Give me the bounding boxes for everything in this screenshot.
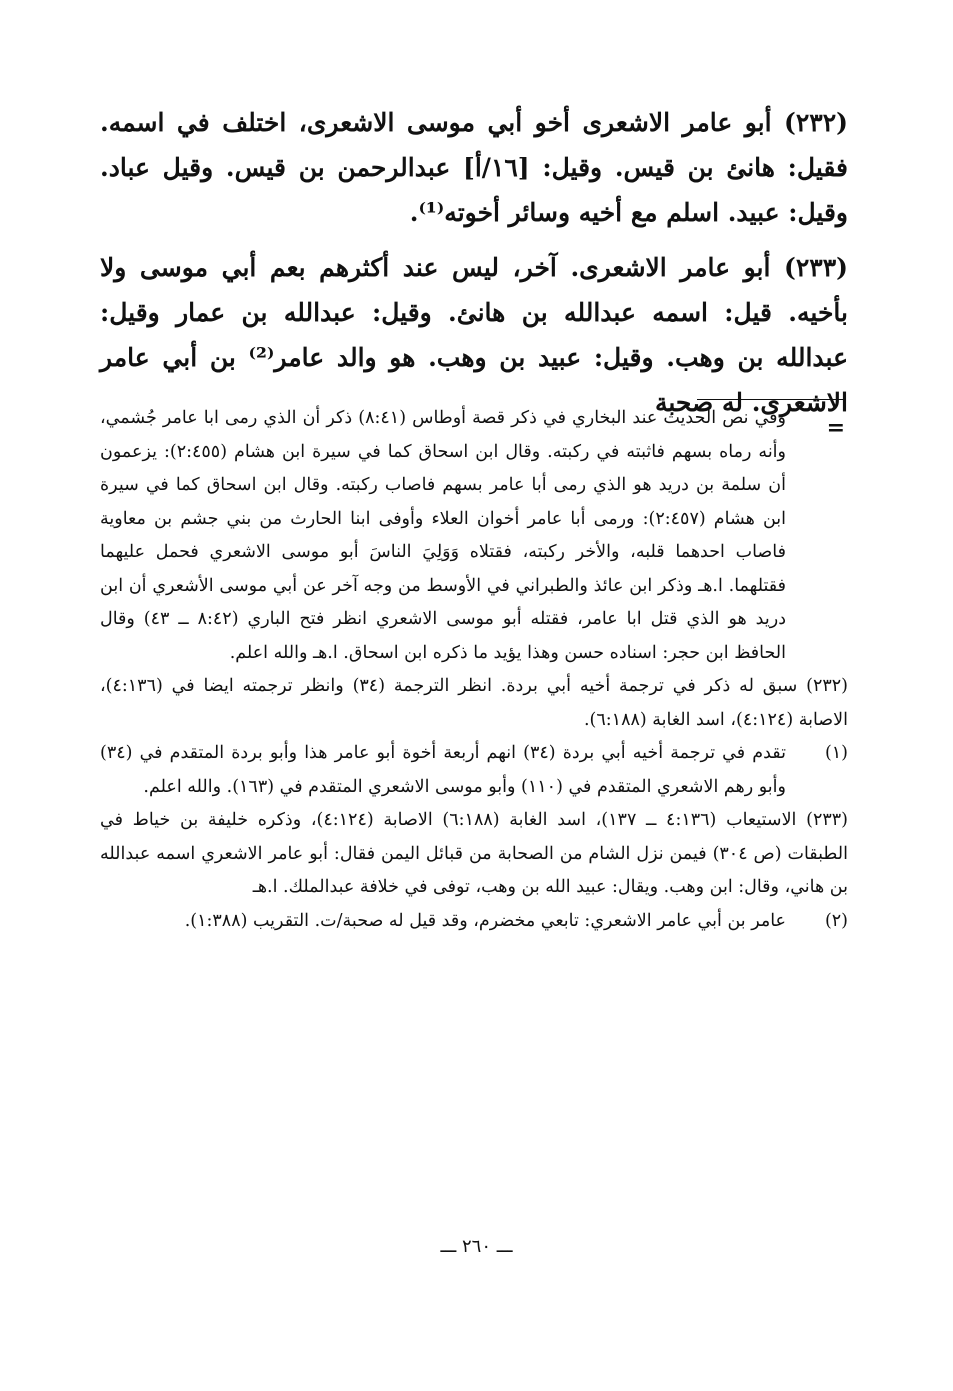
entry-233: (٢٣٣) أبو عامر الاشعرى. آخر، ليس عند أكثرهم بعم أبي موسى ولا بأخيه. قيل: اسمه عبدالله بن هانئ. وقيل: عبدالله بن عمار وقيل: عبدالله بن وهب. وقيل: عبيد بن وهب. هو والد عامر⁽²⁾ بن أبي عامر الاشعرى. له صحبة (100, 253, 848, 417)
footnote-232: (٢٣٢) سبق له ذكر في ترجمة أخيه أبي بردة. انظر الترجمة (٣٤) وانظر ترجمته ايضا في (٤:١٣٦)، الاصابة (٤:١٢٤)، اسد الغابة (٦:١٨٨). (100, 676, 848, 730)
page-number: ـــ ٢٦٠ ـــ (440, 1236, 513, 1257)
footnote-1: (١) تقدم في ترجمة أخيه أبي بردة (٣٤) انهم أربعة أخوة أبو عامر هذا وأبو بردة المتقدم في (٣٤) وأبو رهم الاشعري المتقدم في (١١٠) وأبو موسى الاشعري المتقدم في (١٦٣). والله اعلم. (100, 737, 848, 804)
footnotes (100, 402, 848, 938)
footnote-233: (٢٣٣) الاستيعاب (٤:١٣٦ ــ ١٣٧)، اسد الغابة (٦:١٨٨) الاصابة (٤:١٢٤)، وذكره خليفة بن خياط في الطبقات (ص ٣٠٤) فيمن نزل الشام من الصحابة من قبائل اليمن فقال: أبو عامر الاشعري اسمه عبدالله بن هاني، وقال: ابن وهب. ويقال: عبيد الله بن وهب، توفى في خلافة عبدالملك. ا.هـ (100, 810, 848, 897)
footnote-1-number: (١) (824, 743, 848, 763)
main-text (100, 100, 848, 435)
footnote-2-number: (٢) (824, 910, 848, 931)
footnote-separator (697, 399, 845, 400)
footnote-continuation-mark: = (826, 415, 845, 441)
footnote-continued: وفي نص الحديث عند البخاري في ذكر قصة أوطاس (٨:٤١) ذكر أن الذي رمى ابا عامر جُشمي، وأنه رماه بسهم فاثبته في ركبته. وقال ابن اسحاق كما في سيرة ابن هشام (٢:٤٥٥): يزعمون أن سلمة بن دريد هو الذي رمى أبا عامر بسهم فاصاب ركبته. وقال ابن اسحاق كما في سيرة ابن هشام (٢:٤٥٧): ورمى أبا عامر أخوان العلاء وأوفى ابنا الحارث من بني جشم بن معاوية فاصاب احدهما قلبه، والأخر ركبته، فقتلاه وَوَلِيَ الناسَ أبو موسى الاشعري فحمل عليهما فقتلهما. ا.هـ وذكر ابن عائذ والطبراني في الأوسط من وجه آخر عن أبي موسى الأشعري أن ابن دريد هو الذي قتل ابا عامر، فقتله أبو موسى الاشعري انظر فتح الباري (٨:٤٢ ــ ٤٣) وقال الحافظ ابن حجر: اسناده حسن وهذا يؤيد ما ذكره ابن اسحاق. ا.هـ والله اعلم. (100, 408, 787, 663)
footnote-2: (٢) عامر بن أبي عامر الاشعري: تابعي مخضرم، وقد قيل له صحبة/ت. التقريب (١:٣٨٨). (100, 905, 848, 939)
entry-232: (٢٣٢) أبو عامر الاشعرى أخو أبي موسى الاشعرى، اختلف في اسمه. فقيل: هانئ بن قيس. وقيل: [١٦/أ] عبدالرحمن بن قيس. وقيل عباد. وقيل: عبيد. اسلم مع أخيه وسائر أخوته⁽¹⁾. (100, 108, 848, 227)
